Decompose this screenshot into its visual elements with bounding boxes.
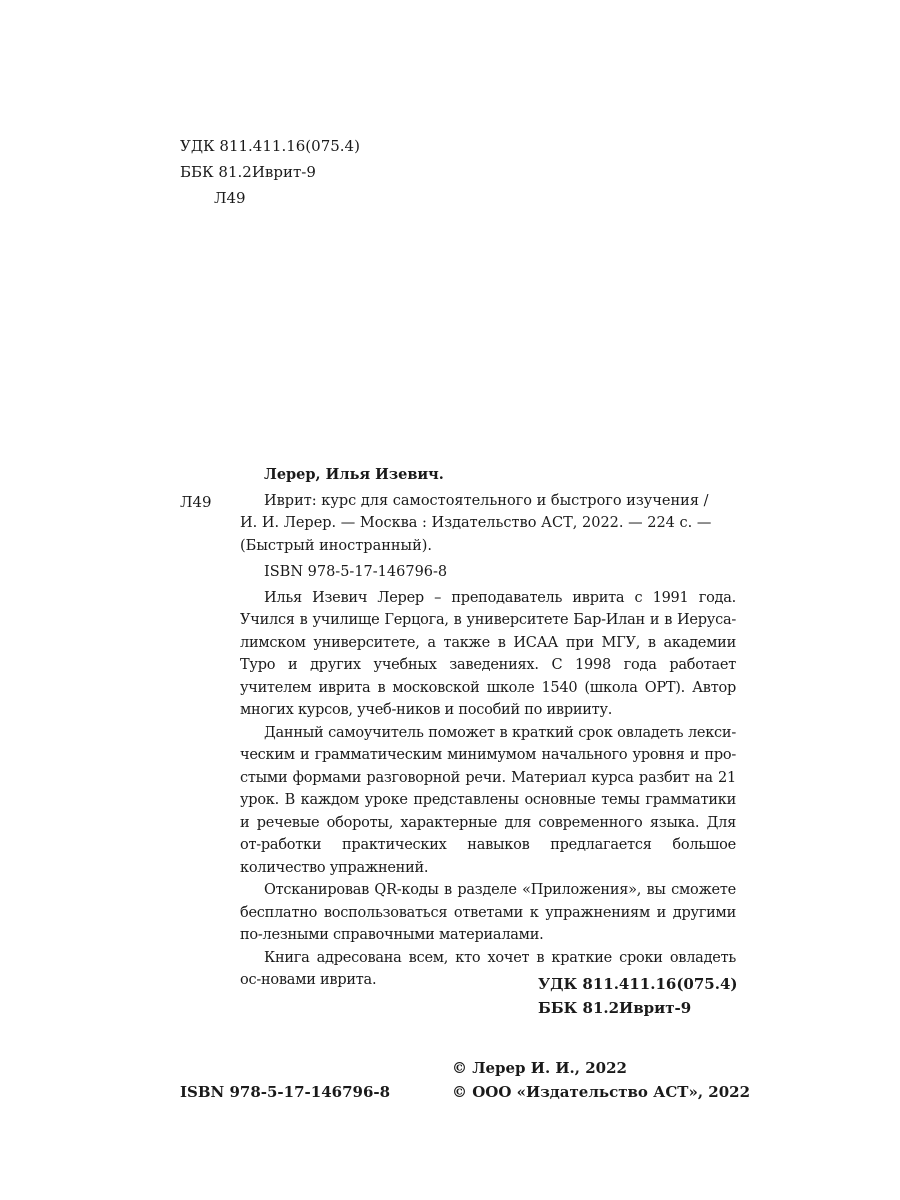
annotation-paragraph: Отсканировав QR-коды в разделе «Приложения», вы сможете бесплатно воспользоваться ответами к упражнениям и другими по-лезными справочными материалами. — [240, 882, 736, 943]
entry-title-line3: (Быстрый иностранный). — [240, 537, 433, 554]
footer-isbn: ISBN 978-5-17-146796-8 — [180, 1083, 391, 1101]
header-author-mark: Л49 — [214, 189, 246, 207]
catalog-entry — [240, 464, 736, 992]
header-bbk: ББК 81.2Иврит-9 — [180, 163, 316, 181]
entry-author: Лерер, Илья Изевич. — [264, 466, 444, 483]
annotation-paragraph: Илья Изевич Лерер – преподаватель иврита с 1991 года. Учился в училище Герцога, в университете Бар-Илан и в Иеруса-лимском университете, а также в ИСАА при МГУ, в академии Туро и других учебных заведениях. С 1998 года работает учителем иврита в московской школе 1540 (школа ОРТ). Автор многих курсов, учеб-ников и пособий по иврииту. — [240, 589, 736, 718]
entry-title-line2: И. И. Лерер. — Москва : Издательство АСТ, 2022. — 224 с. — — [240, 515, 712, 531]
copyright-author: © Лерер И. И., 2022 — [452, 1059, 627, 1077]
annotation-paragraph: Данный самоучитель поможет в краткий срок овладеть лекси-ческим и грамматическим минимумом начального уровня и про-стыми формами разговорной речи. Материал курса разбит на 21 урок. В каждом уроке представлены основные темы грамматики и речевые обороты, характерные для современного языка. Для от-работки практических навыков предлагается большое количество упражнений. — [240, 724, 736, 876]
entry-side-mark: Л49 — [180, 493, 212, 511]
annotation-paragraph: Книга адресована всем, кто хочет в краткие сроки овладеть ос-новами иврита. — [240, 949, 736, 988]
copyright-publisher: © ООО «Издательство АСТ», 2022 — [452, 1083, 751, 1101]
classification-udk: УДК 811.411.16(075.4) — [538, 975, 738, 993]
entry-title-line1: Иврит: курс для самостоятельного и быстрого изучения / — [264, 492, 709, 509]
classification-bbk: ББК 81.2Иврит-9 — [538, 999, 692, 1017]
header-udk: УДК 811.411.16(075.4) — [180, 137, 360, 155]
entry-isbn: ISBN 978-5-17-146796-8 — [264, 564, 448, 580]
